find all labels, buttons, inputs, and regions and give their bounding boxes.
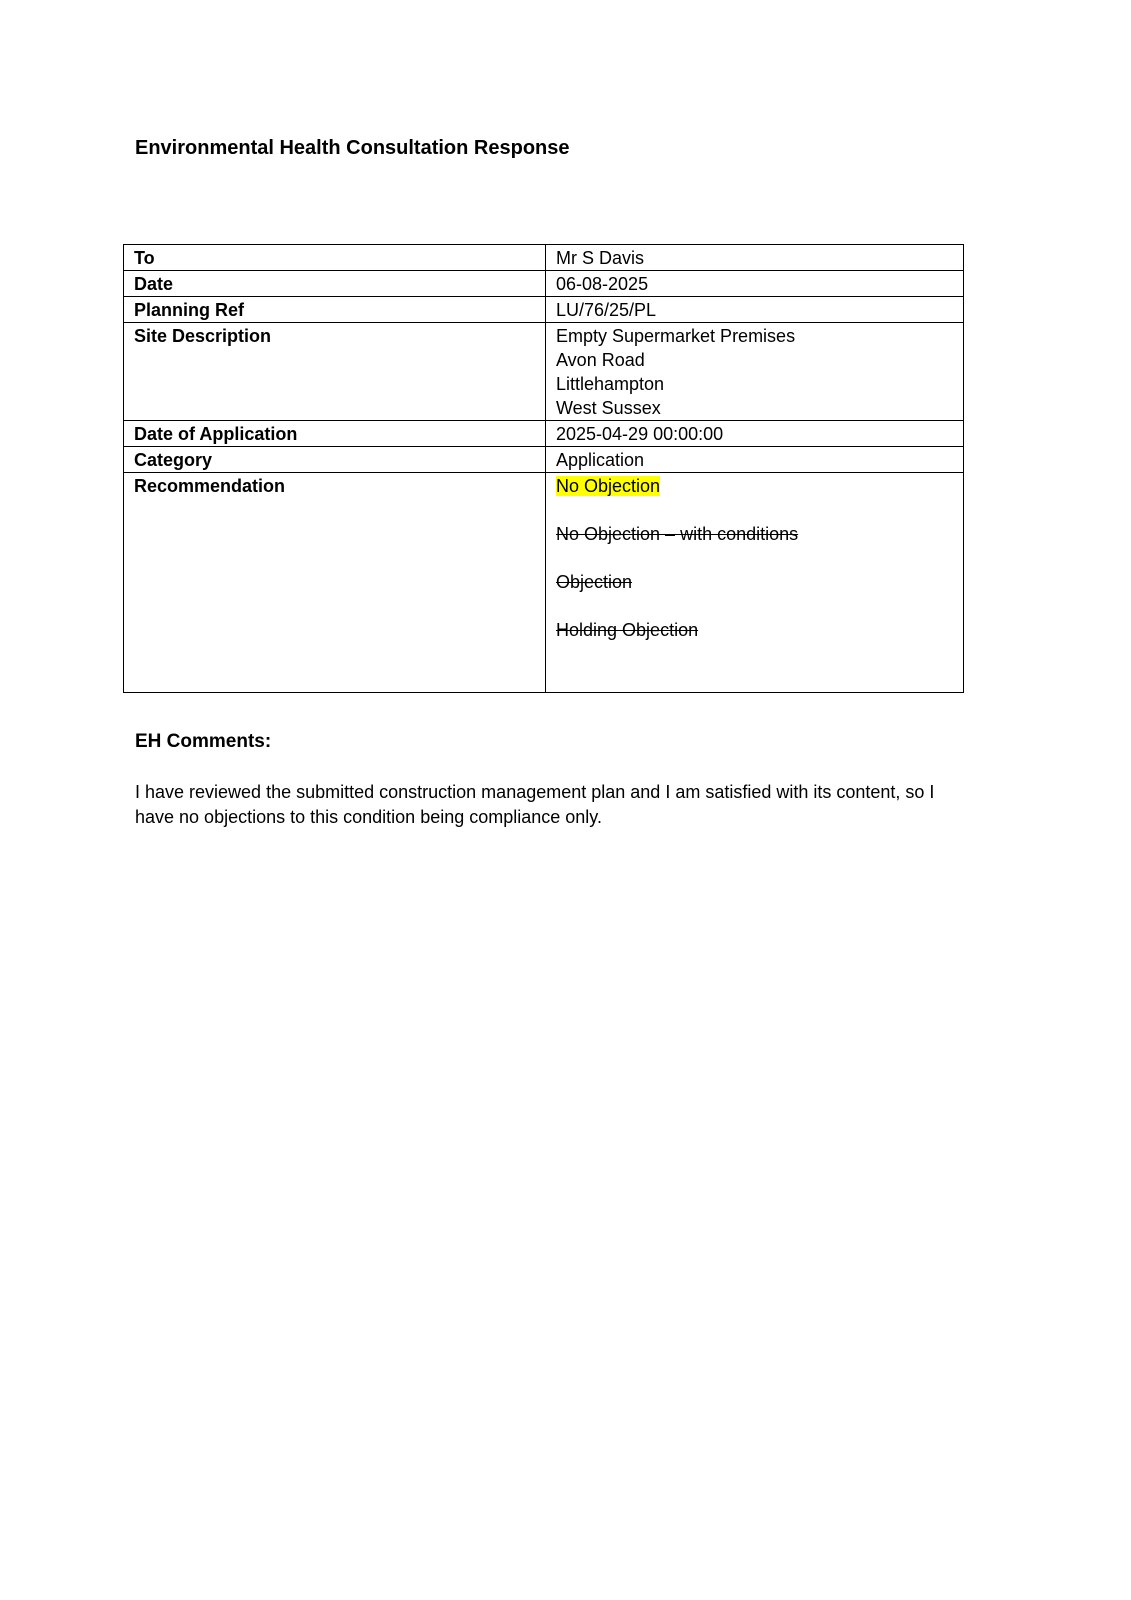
recommendation-rejected-option: No Objection – with conditions [556, 524, 799, 544]
consultation-table-body [124, 245, 964, 693]
table-row-date [124, 271, 964, 297]
recommendation-rejected-option: Holding Objection [556, 620, 699, 640]
row-value-date: 06-08-2025 [546, 271, 964, 297]
row-value-category: Application [546, 447, 964, 473]
row-label-category: Category [124, 447, 546, 473]
table-row-to [124, 245, 964, 271]
recommendation-rejected-line [556, 522, 953, 546]
row-value-date-of-application: 2025-04-29 00:00:00 [546, 421, 964, 447]
row-value-planning-ref: LU/76/25/PL [546, 297, 964, 323]
site-description-line: Littlehampton [556, 374, 665, 394]
site-description-line: Empty Supermarket Premises [556, 326, 796, 346]
site-description-line: Avon Road [556, 350, 645, 370]
table-row-planning-ref [124, 297, 964, 323]
recommendation-rejected-option: Objection [556, 572, 633, 592]
table-row-date-of-application [124, 421, 964, 447]
row-value-recommendation [546, 473, 964, 693]
row-label-recommendation: Recommendation [124, 473, 546, 693]
row-value-to: Mr S Davis [546, 245, 964, 271]
recommendation-rejected-line [556, 570, 953, 594]
table-row-recommendation [124, 473, 964, 693]
row-label-date-of-application: Date of Application [124, 421, 546, 447]
comments-body: I have reviewed the submitted construction management plan and I am satisfied with its content, so I have no objections to this condition being compliance only. [135, 782, 935, 827]
recommendation-rejected-line [556, 618, 953, 642]
row-value-site-description [546, 323, 964, 421]
table-row-category [124, 447, 964, 473]
recommendation-selected: No Objection [556, 476, 661, 496]
table-row-site-description [124, 323, 964, 421]
consultation-table [123, 244, 964, 693]
document-title: Environmental Health Consultation Response [135, 137, 570, 159]
row-label-planning-ref: Planning Ref [124, 297, 546, 323]
site-description-line: West Sussex [556, 398, 661, 418]
recommendation-selected-line [556, 474, 953, 498]
comments-heading: EH Comments: [135, 731, 272, 752]
row-label-site-description: Site Description [124, 323, 546, 421]
row-label-date: Date [124, 271, 546, 297]
row-label-to: To [124, 245, 546, 271]
